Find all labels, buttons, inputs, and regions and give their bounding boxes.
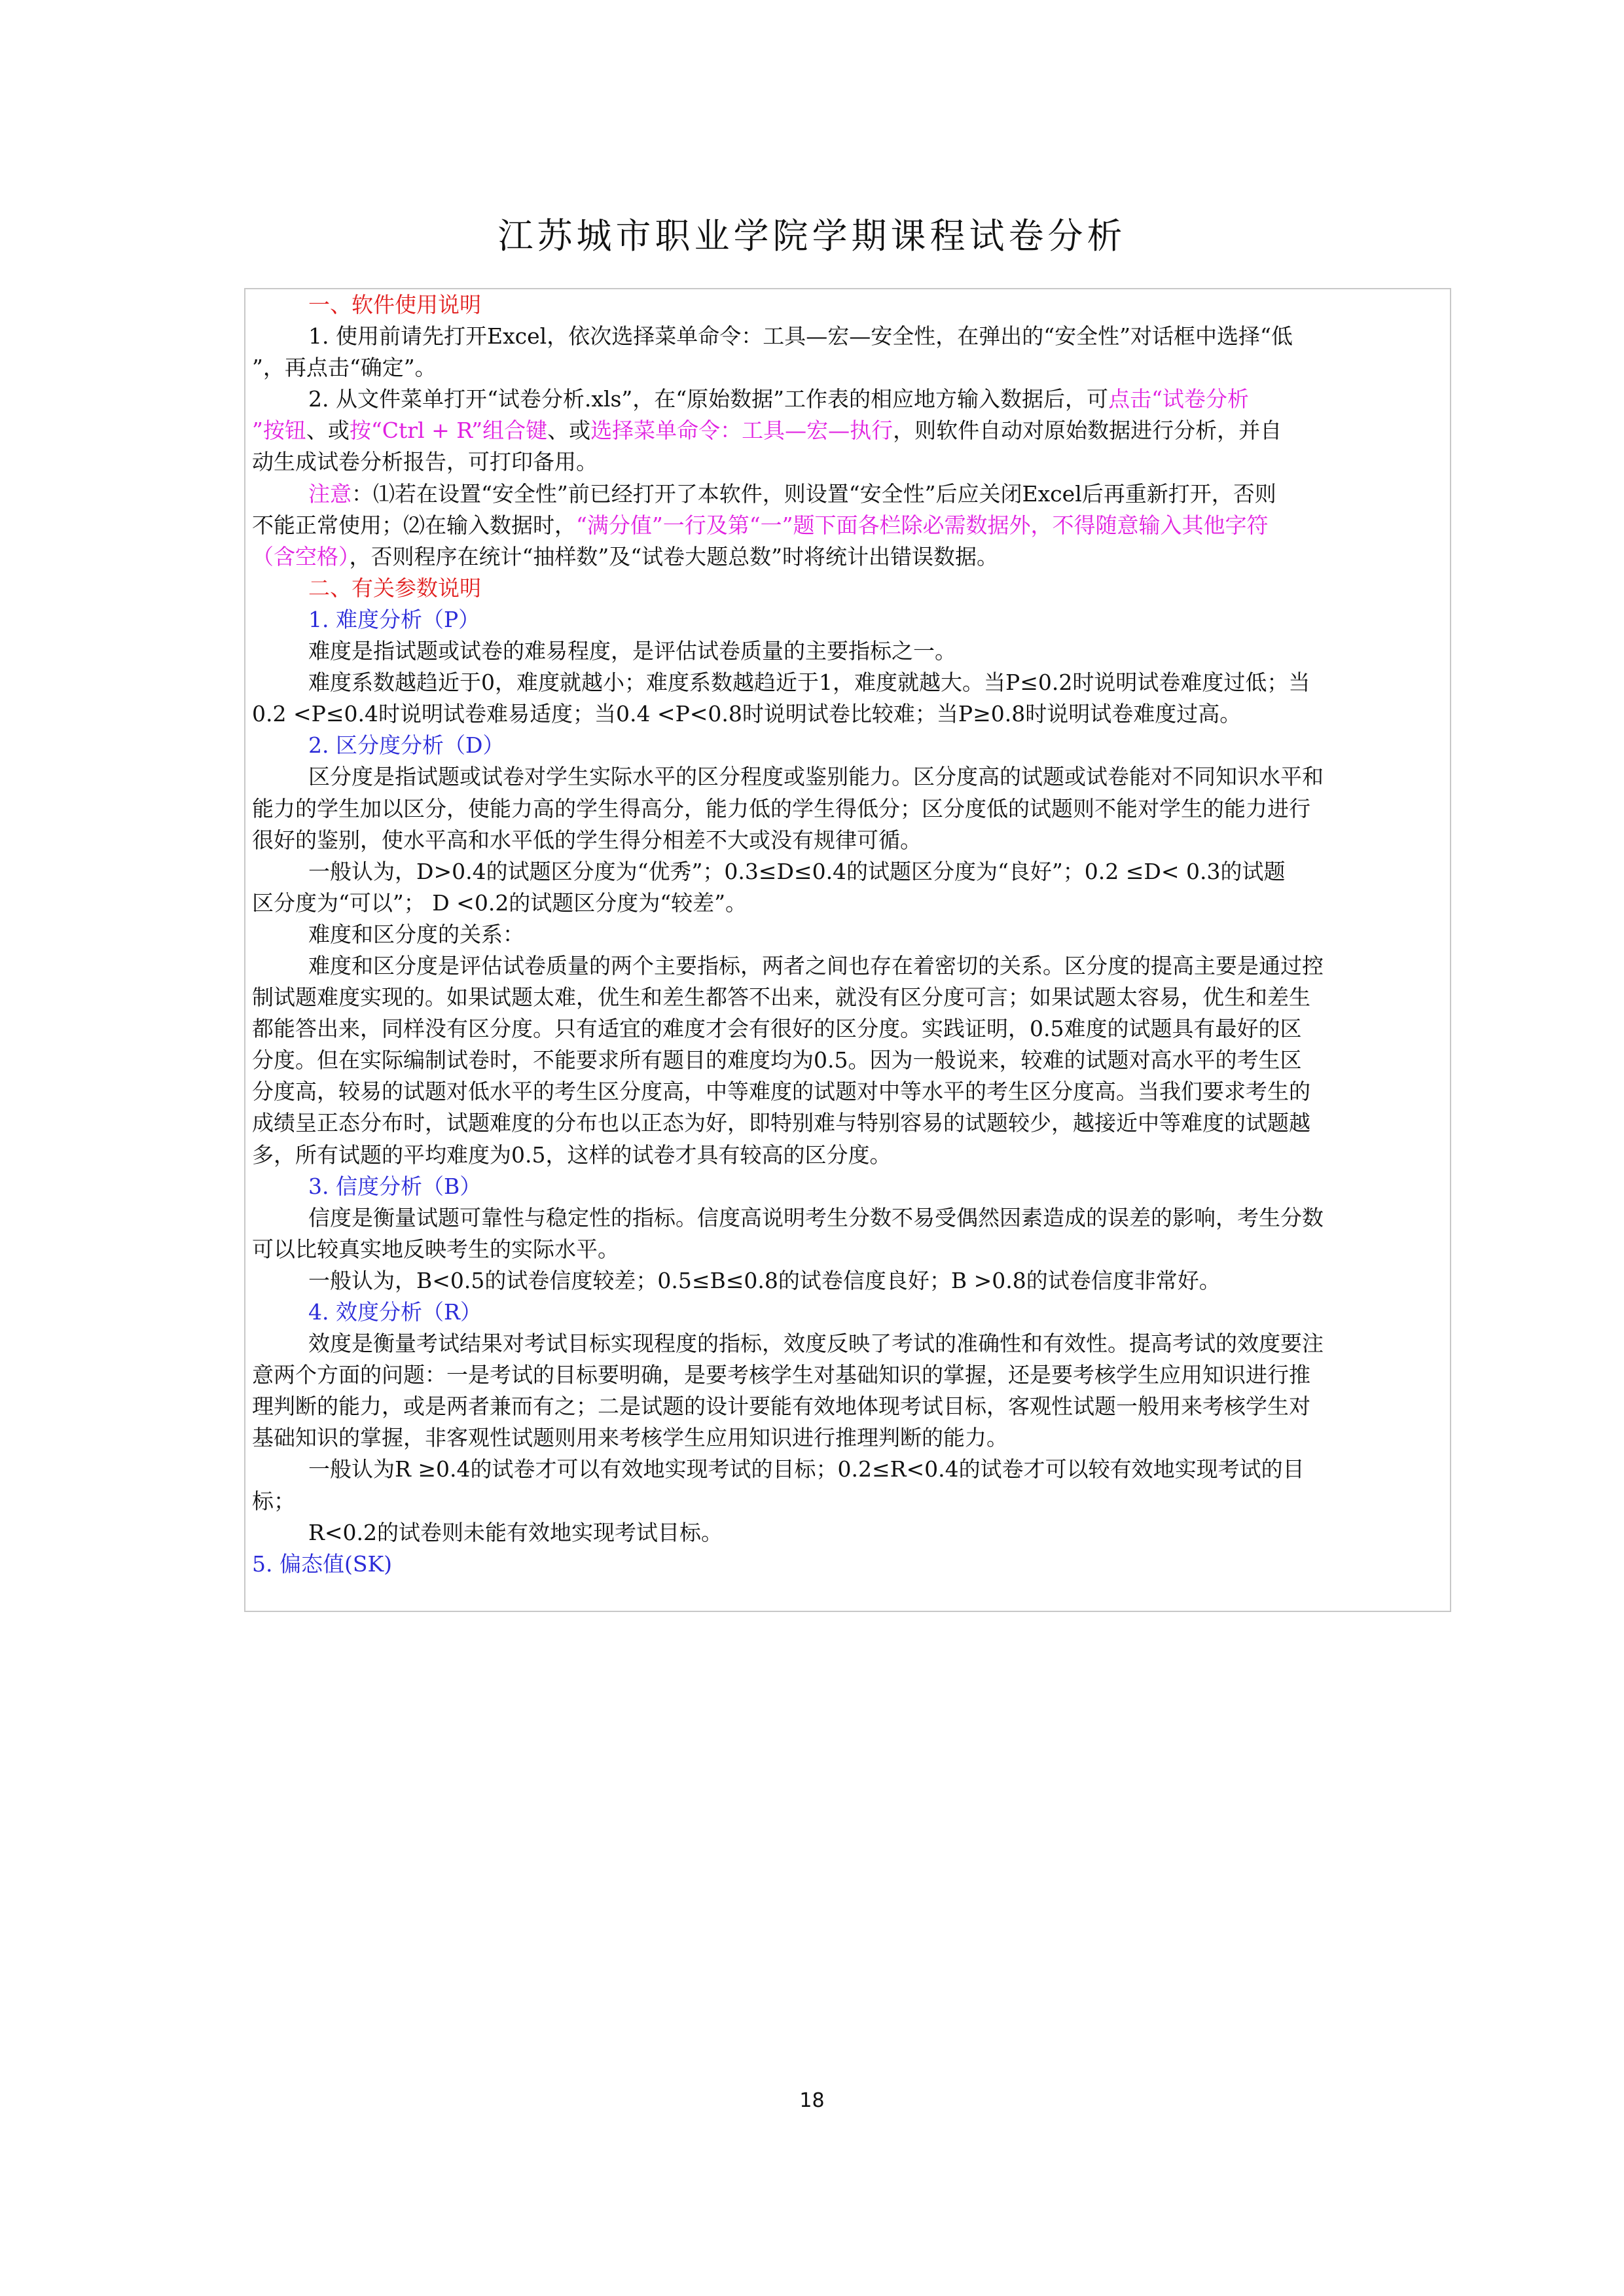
text-line	[252, 1359, 1445, 1391]
body-text: 可以比较真实地反映考生的实际水平。	[252, 1236, 619, 1262]
text-line	[252, 510, 1445, 541]
text-line	[252, 1045, 1445, 1076]
body-text: ，否则程序在统计“抽样数”及“试卷大题总数”时将统计出错误数据。	[349, 543, 998, 569]
highlighted-text: 选择菜单命令：工具—宏—执行	[590, 418, 893, 444]
body-text: 成绩呈正态分布时，试题难度的分布也以正态为好，即特别难与特别容易的试题较少，越接近中等难度的试题越	[252, 1110, 1310, 1136]
section-heading: 二、有关参数说明	[308, 575, 481, 601]
section-heading: 1. 难度分析（P）	[308, 606, 480, 632]
body-text: 难度和区分度是评估试卷质量的两个主要指标，两者之间也存在着密切的关系。区分度的提高主要是通过控	[308, 952, 1324, 978]
text-line	[252, 888, 1445, 919]
text-line	[252, 919, 1445, 950]
highlighted-text: ”按钮	[252, 418, 306, 444]
text-line	[252, 761, 1445, 793]
text-line	[252, 982, 1445, 1013]
body-text: 理判断的能力，或是两者兼而有之；二是试题的设计要能有效地体现考试目标，客观性试题一般用来考核学生对	[252, 1393, 1310, 1420]
body-text: 信度是衡量试题可靠性与稳定性的指标。信度高说明考生分数不易受偶然因素造成的误差的影响，考生分数	[308, 1204, 1324, 1230]
text-line	[252, 1454, 1445, 1485]
highlighted-text: 点击“试卷分析	[1108, 386, 1249, 412]
body-text: R<0.2的试卷则未能有效地实现考试目标。	[308, 1519, 723, 1545]
body-text: 多，所有试题的平均难度为0.5，这样的试卷才具有较高的区分度。	[252, 1141, 892, 1168]
section-heading: 4. 效度分析（R）	[308, 1299, 482, 1325]
text-line	[252, 1297, 1445, 1328]
text-line	[252, 636, 1445, 667]
body-text: 制试题难度实现的。如果试题太难，优生和差生都答不出来，就没有区分度可言；如果试题太容易，优生和差生	[252, 984, 1310, 1011]
text-line	[252, 856, 1445, 888]
text-line	[252, 1517, 1445, 1549]
text-line	[252, 793, 1445, 825]
body-text: 难度是指试题或试卷的难易程度，是评估试卷质量的主要指标之一。	[308, 638, 956, 664]
body-text: 、或	[306, 418, 350, 444]
body-text: 一般认为R ≥0.4的试卷才可以有效地实现考试的目标；0.2≤R<0.4的试卷才可以较有效地实现考试的目	[308, 1456, 1305, 1482]
body-text: 都能答出来，同样没有区分度。只有适宜的难度才会有很好的区分度。实践证明，0.5难度的试题具有最好的区	[252, 1016, 1302, 1042]
text-line	[252, 667, 1445, 698]
body-text: 一般认为，D>0.4的试题区分度为“优秀”；0.3≤D≤0.4的试题区分度为“良好”；0.2 ≤D< 0.3的试题	[308, 858, 1286, 884]
text-line	[252, 1107, 1445, 1139]
body-text: 1. 使用前请先打开Excel，依次选择菜单命令：工具—宏—安全性，在弹出的“安全性”对话框中选择“低	[308, 323, 1293, 350]
text-line	[252, 825, 1445, 856]
body-text: 、或	[547, 418, 591, 444]
text-line	[252, 604, 1445, 636]
body-text: ，则软件自动对原始数据进行分析，并自	[893, 418, 1282, 444]
content-frame	[244, 288, 1451, 1612]
body-text: 基础知识的掌握，非客观性试题则用来考核学生应用知识进行推理判断的能力。	[252, 1425, 1008, 1451]
text-line	[252, 950, 1445, 982]
text-line	[252, 1139, 1445, 1171]
text-line	[252, 573, 1445, 604]
section-heading: 一、软件使用说明	[308, 292, 481, 317]
text-line	[252, 1328, 1445, 1359]
section-heading: 5. 偏态值(SK)	[252, 1551, 392, 1577]
body-text: 能力的学生加以区分，使能力高的学生得高分，能力低的学生得低分；区分度低的试题则不能对学生的能力进行	[252, 795, 1310, 821]
highlighted-text: 注意	[308, 480, 352, 507]
text-line	[252, 446, 1445, 478]
text-line	[252, 415, 1445, 446]
text-line	[252, 541, 1445, 573]
page-number: 18	[799, 2089, 825, 2112]
body-text: 动生成试卷分析报告，可打印备用。	[252, 449, 598, 475]
text-line	[252, 698, 1445, 730]
body-text: 标；	[252, 1488, 295, 1514]
body-text: 区分度是指试题或试卷对学生实际水平的区分程度或鉴别能力。区分度高的试题或试卷能对不同知识水平和	[308, 764, 1324, 790]
section-heading: 3. 信度分析（B）	[308, 1173, 482, 1199]
highlighted-text: “满分值”一行及第“一”题下面各栏除必需数据外，不得随意输入其他字符	[576, 512, 1269, 538]
text-line	[252, 384, 1445, 415]
body-text: 不能正常使用；⑵在输入数据时，	[252, 512, 576, 538]
document-body	[252, 289, 1445, 1580]
text-line	[252, 1234, 1445, 1265]
text-line	[252, 1202, 1445, 1234]
highlighted-text: （含空格）	[252, 543, 350, 569]
text-line	[252, 1549, 1445, 1580]
body-text: 0.2 <P≤0.4时说明试卷难易适度；当0.4 <P<0.8时说明试卷比较难；当P≥0.8时说明试卷难度过高。	[252, 701, 1242, 727]
body-text: ：⑴若在设置“安全性”前已经打开了本软件，则设置“安全性”后应关闭Excel后再重新打开，否则	[352, 480, 1276, 507]
text-line	[252, 478, 1445, 510]
body-text: 效度是衡量考试结果对考试目标实现程度的指标，效度反映了考试的准确性和有效性。提高考试的效度要注	[308, 1331, 1324, 1357]
text-line	[252, 1391, 1445, 1422]
text-line	[252, 1422, 1445, 1454]
body-text: 意两个方面的问题：一是考试的目标要明确，是要考核学生对基础知识的掌握，还是要考核学生应用知识进行推	[252, 1362, 1310, 1388]
body-text: 难度系数越趋近于0，难度就越小；难度系数越趋近于1，难度就越大。当P≤0.2时说明试卷难度过低；当	[308, 670, 1310, 696]
text-line	[252, 730, 1445, 761]
text-line	[252, 1076, 1445, 1107]
body-text: 难度和区分度的关系：	[308, 921, 524, 947]
body-text: 分度高，较易的试题对低水平的考生区分度高，中等难度的试题对中等水平的考生区分度高。当我们要求考生的	[252, 1079, 1310, 1105]
text-line	[252, 1013, 1445, 1045]
section-heading: 2. 区分度分析（D）	[308, 732, 505, 759]
text-line	[252, 321, 1445, 352]
text-line	[252, 1171, 1445, 1202]
body-text: 区分度为“可以”； D <0.2的试题区分度为“较差”。	[252, 889, 748, 916]
text-line	[252, 1265, 1445, 1297]
page-title: 江苏城市职业学院学期课程试卷分析	[497, 215, 1127, 257]
text-line	[252, 1486, 1445, 1517]
text-line	[252, 289, 1445, 321]
body-text: 一般认为，B<0.5的试卷信度较差；0.5≤B≤0.8的试卷信度良好；B >0.8的试卷信度非常好。	[308, 1267, 1221, 1293]
body-text: 很好的鉴别，使水平高和水平低的学生得分相差不大或没有规律可循。	[252, 827, 922, 853]
body-text: 分度。但在实际编制试卷时，不能要求所有题目的难度均为0.5。因为一般说来，较难的试题对高水平的考生区	[252, 1047, 1302, 1073]
text-line	[252, 352, 1445, 384]
body-text: ”，再点击“确定”。	[252, 355, 437, 381]
highlighted-text: 按“Ctrl + R”组合键	[349, 418, 548, 444]
body-text: 2. 从文件菜单打开“试卷分析.xls”，在“原始数据”工作表的相应地方输入数据后，可	[308, 386, 1109, 412]
